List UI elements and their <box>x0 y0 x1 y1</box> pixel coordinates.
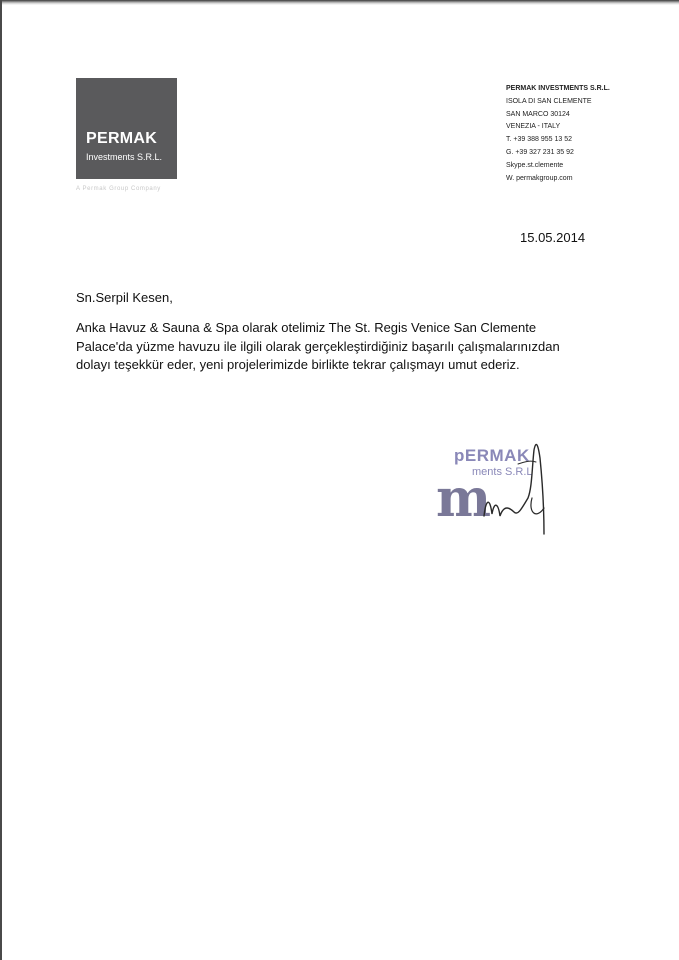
stamp-subtitle: ments S.R.L <box>472 466 533 478</box>
body-line: Anka Havuz & Sauna & Spa olarak otelimiz The St. Regis Venice San Clemente <box>76 320 537 335</box>
signature <box>432 438 572 538</box>
company-logo <box>76 78 177 179</box>
logo-tagline: A Permak Group Company <box>76 186 161 192</box>
body-line: Palace'da yüzme havuzu ile ilgili olarak gerçekleştirdiğiniz başarılı çalışmalarınızdan <box>76 338 560 354</box>
logo-name: PERMAK <box>86 130 158 147</box>
address-line: SAN MARCO 30124 <box>506 110 570 118</box>
letter-date: 15.05.2014 <box>520 230 586 245</box>
address-line: ISOLA DI SAN CLEMENTE <box>506 97 592 105</box>
letter-body <box>76 319 621 375</box>
body-line: dolayı teşekkür eder, yeni projelerimizde birlikte tekrar çalışmayı umut ederiz. <box>76 357 520 372</box>
address-skype: Skype.st.clemente <box>506 161 564 169</box>
address-company: PERMAK INVESTMENTS S.R.L. <box>506 85 610 92</box>
salutation: Sn.Serpil Kesen, <box>76 290 173 305</box>
sender-address <box>506 83 666 185</box>
page-scan-edge-left <box>0 0 2 960</box>
logo-subtitle: Investments S.R.L. <box>86 152 163 162</box>
address-website: W. permakgroup.com <box>506 174 573 182</box>
address-line: VENEZIA - ITALY <box>506 123 561 131</box>
stamp-name: pERMAK <box>454 446 530 465</box>
stamp-mark: m <box>436 468 488 529</box>
company-stamp <box>432 438 572 538</box>
address-phone: T. +39 388 955 13 52 <box>506 136 572 144</box>
page-scan-edge <box>0 0 679 5</box>
address-mobile: G. +39 327 231 35 92 <box>506 148 574 156</box>
